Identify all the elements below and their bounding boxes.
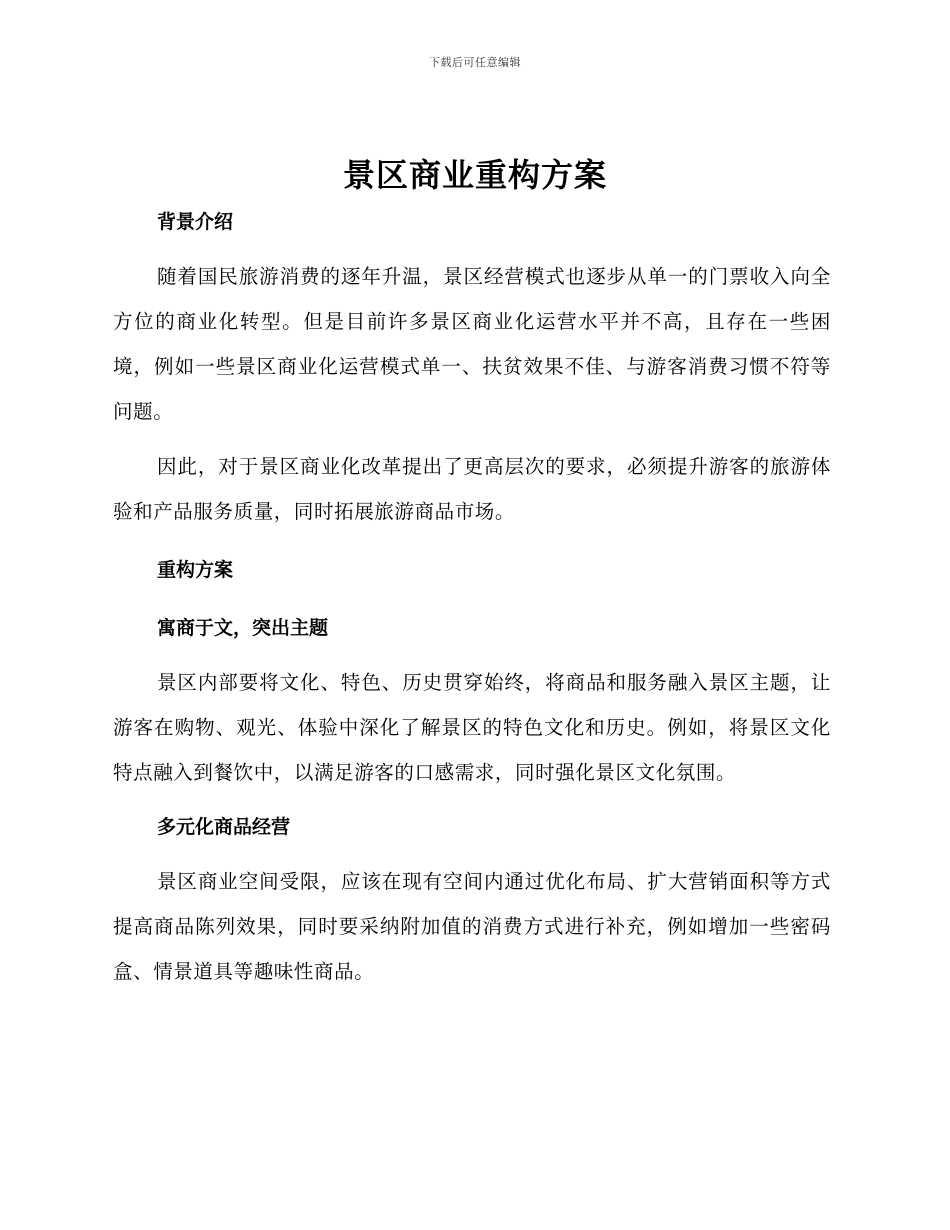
header-note: 下载后可任意编辑 <box>429 56 521 69</box>
page-title: 景区商业重构方案 <box>342 156 607 194</box>
document-body <box>113 200 831 994</box>
spacer <box>113 244 831 254</box>
spacer <box>113 534 831 548</box>
subsection-heading-theme: 寓商于文，突出主题 <box>157 617 329 639</box>
subsection-heading-diversified: 多元化商品经营 <box>157 816 291 838</box>
paragraph-theme: 景区内部要将文化、特色、历史贯穿始终，将商品和服务融入景区主题，让游客在购物、观光、体验中深化了解景区的特色文化和历史。例如，将景区文化特点融入到餐饮中，以满足游客的口感需求，同时强化景区文化氛围。 <box>113 671 831 784</box>
spacer <box>113 795 831 805</box>
spacer <box>113 849 831 859</box>
spacer <box>113 592 831 606</box>
paragraph-diversified: 景区商业空间受限，应该在现有空间内通过优化布局、扩大营销面积等方式提高商品陈列效果，同时要采纳附加值的消费方式进行补充，例如增加一些密码盒、情景道具等趣味性商品。 <box>113 870 831 983</box>
spacer <box>113 434 831 444</box>
paragraph-background-1: 随着国民旅游消费的逐年升温，景区经营模式也逐步从单一的门票收入向全方位的商业化转型。但是目前许多景区商业化运营水平并不高，且存在一些困境，例如一些景区商业化运营模式单一、扶贫效果不佳、与游客消费习惯不符等问题。 <box>113 265 831 423</box>
spacer <box>113 650 831 660</box>
section-heading-plan: 重构方案 <box>157 559 234 581</box>
paragraph-background-2: 因此，对于景区商业化改革提出了更高层次的要求，必须提升游客的旅游体验和产品服务质量，同时拓展旅游商品市场。 <box>113 455 831 523</box>
section-heading-background: 背景介绍 <box>157 211 234 233</box>
